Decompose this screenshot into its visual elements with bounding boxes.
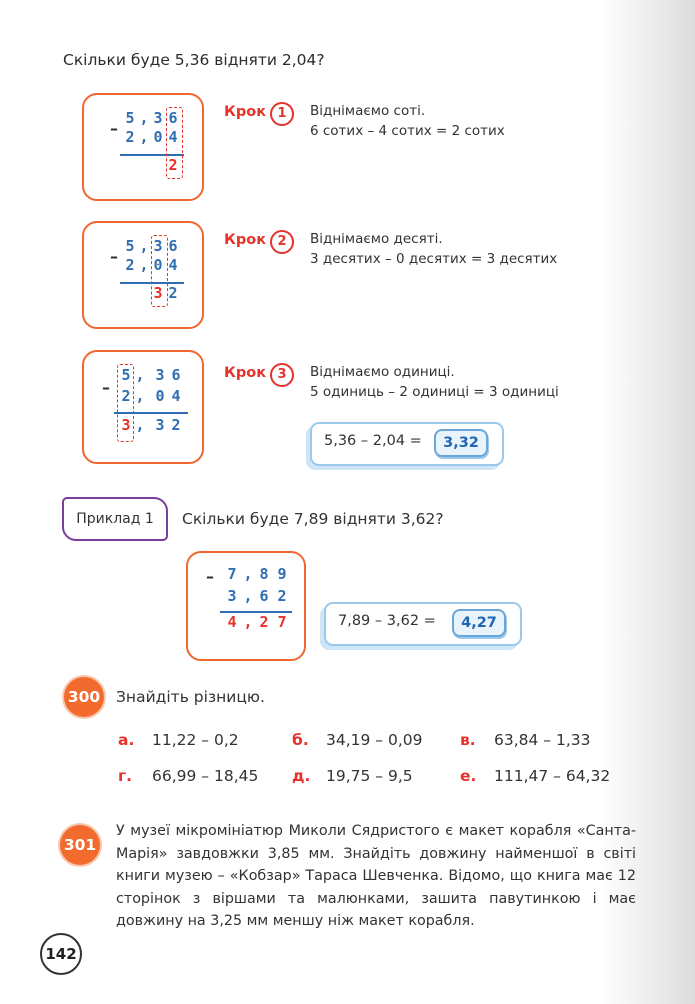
step-line: 6 сотих – 4 сотих = 2 сотих [310,123,505,139]
step-2-text [310,229,557,269]
result-digit: 3 [153,284,163,302]
digit: 5 [121,366,131,384]
example-tag: Приклад 1 [62,497,168,541]
column-highlight [166,107,183,179]
digit: , [139,128,149,146]
digit: , [139,109,149,127]
exercise-letter: в. [460,731,476,749]
digit: 3 [155,366,165,384]
page-number: 142 [40,933,82,975]
digit: 0 [153,256,163,274]
digit: 4 [168,128,178,146]
column-highlight [117,364,134,442]
result-box [310,422,504,466]
result-digit: 3 [121,416,131,434]
digit: , [135,387,145,405]
digit: , [139,237,149,255]
answer-pill: 3,32 [434,429,488,457]
column-highlight [151,235,168,307]
step-1-text [310,101,505,141]
digit: 0 [153,128,163,146]
digit: , [243,587,253,605]
digit: 6 [168,237,178,255]
step-label: Крок [224,365,267,381]
digit: 6 [171,366,181,384]
exercise-expression: 19,75 – 9,5 [326,767,413,785]
result-digit: 2 [168,156,178,174]
exercise-item [292,767,413,785]
exercise-letter: б. [292,731,309,749]
digit: 5 [125,237,135,255]
exercise-expression: 34,19 – 0,09 [326,731,423,749]
digit: 4 [171,387,181,405]
task-number-badge: 301 [60,825,100,865]
step-line: Віднімаємо десяті. [310,231,443,247]
digit: 9 [277,565,287,583]
result-digit: , [135,416,145,434]
exercise-letter: а. [118,731,135,749]
task-301-text: У музеї мікромініатюр Миколи Сядристого є макет корабля «Санта-Марія» завдовжки 3,85 мм. Знайдіть довжину найменшої в світі книги музею – «Кобзар» Тараса Шевченка. Відомо, що книга має 12 сторінок з віршами та малюнками, зашита павутинкою і має довжину на 3,25 мм меншу ніж макет корабля. [116,823,636,929]
minus-sign: – [110,247,118,266]
digit: 3 [153,237,163,255]
digit: 5 [125,109,135,127]
digit: 3 [153,109,163,127]
step-label: Крок [224,232,267,248]
digit: , [243,565,253,583]
step-1-calc-box [82,93,204,201]
task-number-badge: 300 [64,677,104,717]
step-line: 5 одиниць – 2 одиниці = 3 одиниці [310,384,559,400]
step-label: Крок [224,104,267,120]
step-number-badge: 2 [270,230,294,254]
step-line: 3 десятих – 0 десятих = 3 десятих [310,251,558,267]
digit: , [135,366,145,384]
exercise-item [292,731,423,749]
digit: 2 [125,256,135,274]
digit: 7 [227,565,237,583]
minus-sign: – [206,567,214,586]
task-title: Знайдіть різницю. [116,688,265,706]
step-line: Віднімаємо соті. [310,103,426,119]
step-line: Віднімаємо одиниці. [310,364,455,380]
result-expression: 7,89 – 3,62 = [338,613,436,629]
digit: 6 [168,109,178,127]
answer-pill: 4,27 [452,609,506,637]
digit: 2 [125,128,135,146]
exercise-expression: 11,22 – 0,2 [152,731,239,749]
exercise-letter: е. [460,767,477,785]
exercise-item [460,731,591,749]
digit: 2 [277,587,287,605]
step-3-calc-box [82,350,204,464]
result-digit: , [243,613,253,631]
exercise-item [460,767,610,785]
step-number-badge: 1 [270,102,294,126]
exercise-expression: 63,84 – 1,33 [494,731,591,749]
digit: , [139,256,149,274]
result-digit: 7 [277,613,287,631]
result-digit: 3 [155,416,165,434]
digit: 0 [155,387,165,405]
result-expression: 5,36 – 2,04 = [324,433,422,449]
step-3-text [310,362,559,402]
example-question: Скільки буде 7,89 відняти 3,62? [182,510,444,528]
exercise-item [118,767,258,785]
exercise-expression: 66,99 – 18,45 [152,767,259,785]
step-2-calc-box [82,221,204,329]
minus-sign: – [102,378,110,397]
exercise-expression: 111,47 – 64,32 [494,767,611,785]
minus-sign: – [110,119,118,138]
result-digit: 2 [171,416,181,434]
digit: 3 [227,587,237,605]
result-digit: 2 [168,284,178,302]
digit: 2 [121,387,131,405]
example-result-box [324,602,522,646]
exercise-item [118,731,239,749]
result-digit: 4 [227,613,237,631]
exercise-letter: г. [118,767,132,785]
digit: 8 [259,565,269,583]
question-text: Скільки буде 5,36 відняти 2,04? [63,51,325,69]
sum-line [220,611,292,613]
example-calc-box [186,551,306,661]
digit: 6 [259,587,269,605]
digit: 4 [168,256,178,274]
result-digit: 2 [259,613,269,631]
step-number-badge: 3 [270,363,294,387]
exercise-letter: д. [292,767,311,785]
